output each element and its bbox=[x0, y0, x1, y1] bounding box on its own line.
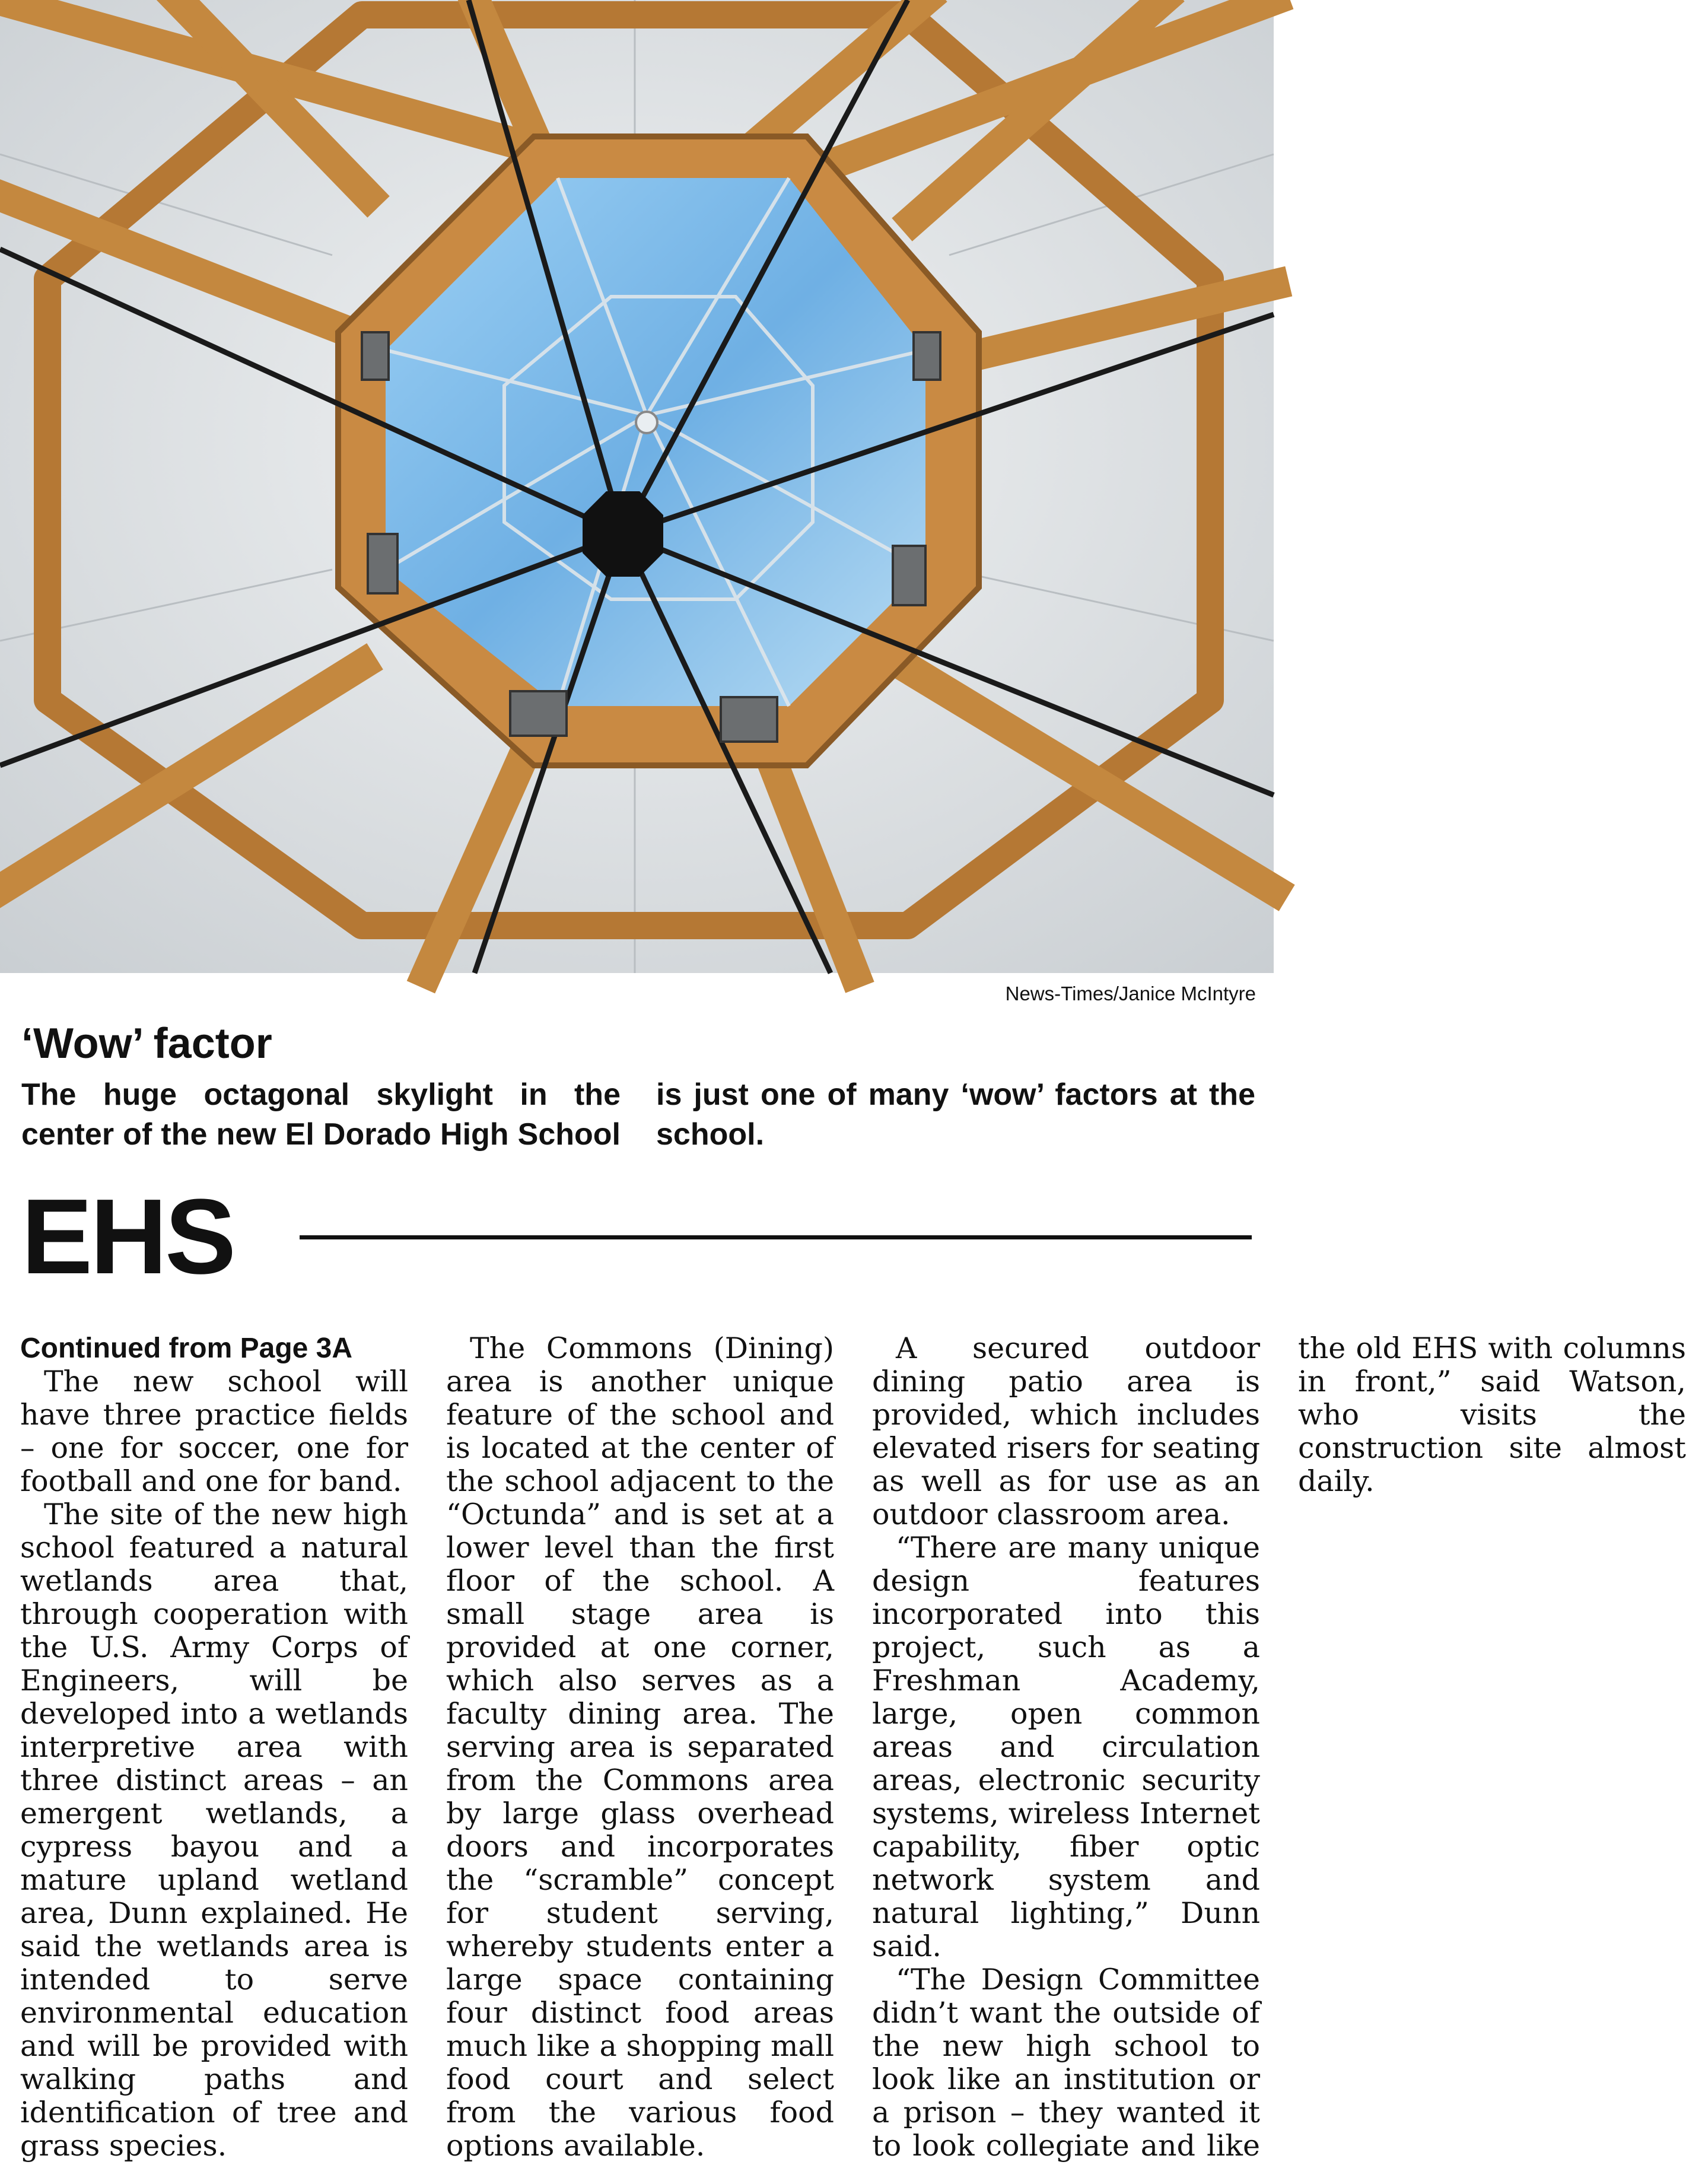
article-body bbox=[20, 1331, 1686, 2175]
article-paragraph: “There are many unique design features incorporated into this project, such as a Freshman Academy, large, open common areas and circulation areas, electronic security systems, wireless Internet capability, fiber optic network system and natural lighting,” Dunn said. bbox=[872, 1531, 1260, 1963]
article-paragraph: A secured outdoor dining patio area is provided, which includes elevated risers for seating as well as for use as an outdoor classroom area. bbox=[872, 1331, 1260, 1531]
cutline-title: ‘Wow’ factor bbox=[21, 1020, 272, 1067]
center-hub bbox=[583, 491, 663, 577]
article-paragraph: The site of the new high school featured a natural wetlands area that, through cooperation with the U.S. Army Corps of Engineers, will be developed into a wetlands interpretive area with three distinct areas – an emergent wetlands, a cypress bayou and a mature upland wetland area, Dunn explained. He said the wetlands area is intended to serve environmental education and will be provided with walking paths and identification of tree and grass species. bbox=[20, 1498, 408, 2163]
skylight-photo bbox=[0, 0, 1274, 973]
article-paragraph: The Commons (Dining) area is another unique feature of the school and is located at the center of the school adjacent to the “Octunda” and is set at a lower level than the first floor of the school. A small stage area is provided at one corner, which also serves as a faculty dining area. The serving area is separated from the Commons area by large glass overhead doors and incorporates the “scramble” concept for student serving, whereby students enter a large space containing four distinct food areas much like a shopping mall food court and select from the various food options available. bbox=[446, 1331, 834, 2163]
skylight-illustration bbox=[0, 0, 1274, 973]
jump-heading: EHS bbox=[21, 1177, 234, 1296]
article-paragraph: The new school will have three practice fields – one for soccer, one for football and one for band. bbox=[20, 1365, 408, 1498]
continued-from-label: Continued from Page 3A bbox=[20, 1333, 353, 1364]
photo-credit: News-Times/Janice McIntyre bbox=[1005, 983, 1256, 1004]
heading-rule bbox=[300, 1235, 1252, 1239]
article-paragraph: “The Design Committee didn’t want the outside of the new high school to look like an institution or a prison – they wanted it to look collegiate and like the old EHS with columns in front,” said Watson, who visits the construction site almost daily. bbox=[872, 1331, 1686, 2163]
cutline-text: The huge octagonal skylight in the center of the new El Dorado High School is just one of many ‘wow’ factors at the school. bbox=[21, 1077, 1255, 1152]
